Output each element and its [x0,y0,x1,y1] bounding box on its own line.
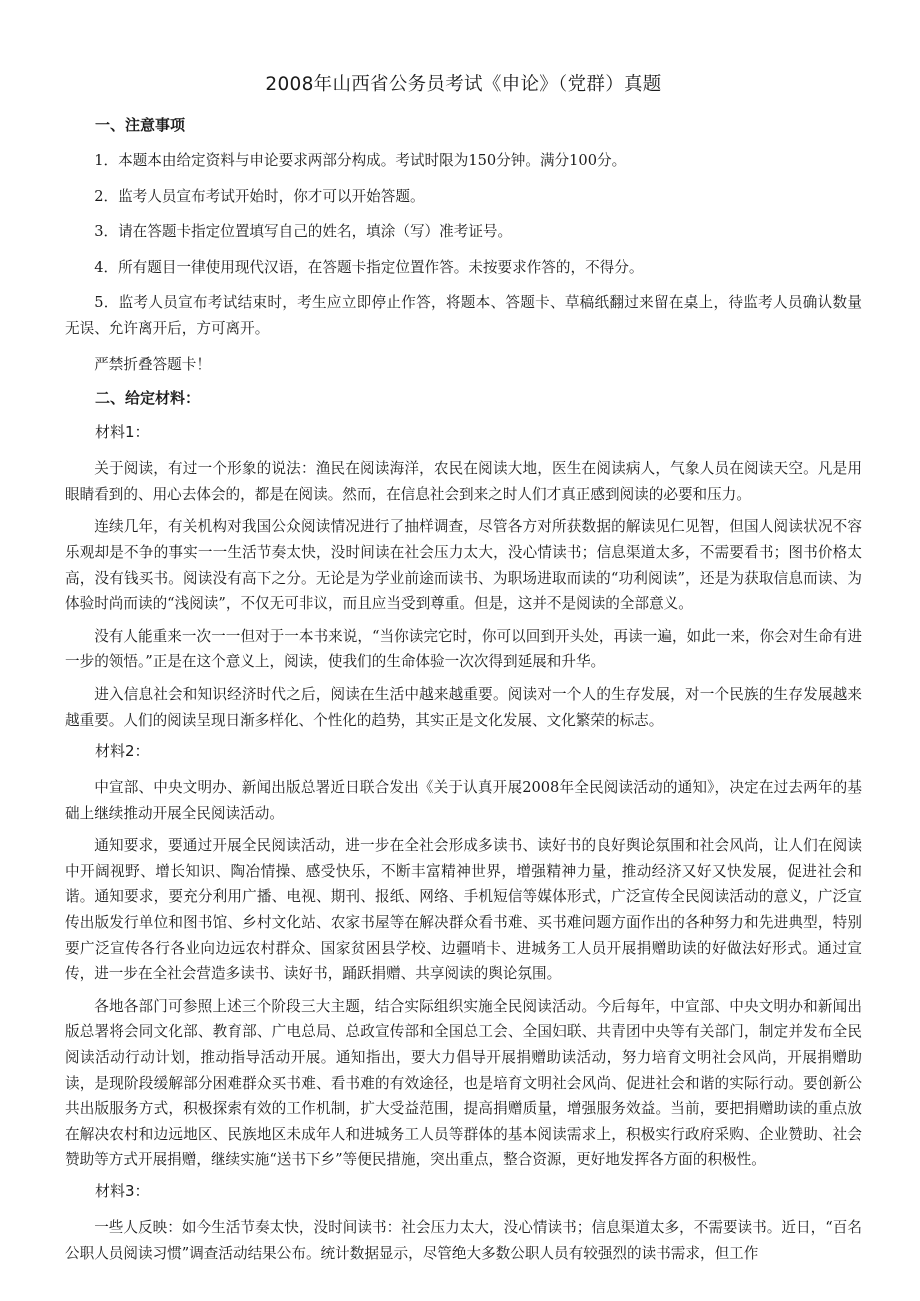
material-2-paragraph: 通知要求，要通过开展全民阅读活动，进一步在全社会形成多读书、读好书的良好舆论氛围和社会风尚，让人们在阅读中开阔视野、增长知识、陶冶情操、感受快乐，不断丰富精神世界，增强精神力量，推动经济又好又快发展，促进社会和谐。通知要求，要充分利用广播、电视、期刊、报纸、网络、手机短信等媒体形式，广泛宣传全民阅读活动的意义，广泛宣传出版发行单位和图书馆、乡村文化站、农家书屋等在解决群众看书难、买书难问题方面作出的各种努力和先进典型，特别要广泛宣传各行各业向边远农村群众、国家贫困县学校、边疆哨卡、进城务工人员开展捐赠助读的好做法好形式。通过宣传，进一步在全社会营造多读书、读好书，踊跃捐赠、共享阅读的舆论氛围。 [65,837,862,983]
material-2-paragraph: 各地各部门可参照上述三个阶段三大主题，结合实际组织实施全民阅读活动。今后每年，中宣部、中央文明办和新闻出版总署将会同文化部、教育部、广电总局、总政宣传部和全国总工会、全国妇联、共青团中央等有关部门，制定并发布全民阅读活动行动计划，推动指导活动开展。通知指出，要大力倡导开展捐赠助读活动，努力培育文明社会风尚，开展捐赠助读，是现阶段缓解部分困难群众买书难、看书难的有效途径，也是培育文明社会风尚、促进社会和谐的实际行动。要创新公共出版服务方式，积极探索有效的工作机制，扩大受益范围，提高捐赠质量，增强服务效益。当前，要把捐赠助读的重点放在解决农村和边远地区、民族地区未成年人和进城务工人员等群体的基本阅读需求上，积极实行政府采购、企业赞助、社会赞助等方式开展捐赠，继续实施“送书下乡”等便民措施，突出重点，整合资源，更好地发挥各方面的积极性。 [65,997,862,1169]
material-3-paragraph: 一些人反映：如今生活节奏太快，没时间读书：社会压力太大，没心情读书；信息渠道太多，不需要读书。近日，“百名公职人员阅读习惯”调查活动结果公布。统计数据显示，尽管绝大多数公职人员有较强烈的读书需求，但工作 [65,1219,862,1262]
material-1-paragraph: 关于阅读，有过一个形象的说法：渔民在阅读海洋，农民在阅读大地，医生在阅读病人，气象人员在阅读天空。凡是用眼睛看到的、用心去体会的，都是在阅读。然而，在信息社会到来之时人们才真正感到阅读的必要和压力。 [65,460,862,503]
document-title: 2008年山西省公务员考试《申论》（党群）真题 [265,74,662,95]
notice-item-5: 5．监考人员宣布考试结束时，考生应立即停止作答，将题本、答题卡、草稿纸翻过来留在桌上，待监考人员确认数量无误、允许离开后，方可离开。 [65,294,862,337]
notice-item-2: 2．监考人员宣布考试开始时，你才可以开始答题。 [94,187,425,205]
material-1-paragraph: 进入信息社会和知识经济时代之后，阅读在生活中越来越重要。阅读对一个人的生存发展，对一个民族的生存发展越来越重要。人们的阅读呈现日渐多样化、个性化的趋势，其实正是文化发展、文化繁荣的标志。 [65,685,862,729]
materials-heading: 二、给定材料： [95,389,201,408]
material-2-paragraph: 中宣部、中央文明办、新闻出版总署近日联合发出《关于认真开展2008年全民阅读活动的通知》，决定在过去两年的基础上继续推动开展全民阅读活动。 [65,779,862,822]
material-1-label: 材料1： [95,423,150,442]
material-3-label: 材料3： [95,1182,150,1200]
material-2-label: 材料2： [95,742,150,761]
notice-item-3: 3．请在答题卡指定位置填写自己的姓名，填涂（写）准考证号。 [94,223,513,241]
notice-heading: 一、注意事项 [95,116,186,134]
material-1-paragraph: 没有人能重来一次一一但对于一本书来说，“当你读完它时，你可以回到开头处，再读一遍，如此一来，你会对生命有进一步的领悟。”正是在这个意义上，阅读，使我们的生命体验一次次得到延展和升华。 [65,627,862,671]
notice-item-1: 1．本题本由给定资料与申论要求两部分构成。考试时限为150分钟。满分100分。 [94,152,627,169]
material-1-paragraph: 连续几年，有关机构对我国公众阅读情况进行了抽样调查，尽管各方对所获数据的解读见仁见智，但国人阅读状况不容乐观却是不争的事实一一生活节奏太快，没时间读在社会压力太大，没心情读书；信息渠道太多，不需要看书；图书价格太高，没有钱买书。阅读没有高下之分。无论是为学业前途而读书、为职场进取而读的“功利阅读”，还是为获取信息而读、为体验时尚而读的“浅阅读”，不仅无可非议，而且应当受到尊重。但是，这并不是阅读的全部意义。 [65,518,862,613]
notice-item-4: 4．所有题目一律使用现代汉语，在答题卡指定位置作答。未按要求作答的，不得分。 [94,258,644,276]
warning-text: 严禁折叠答题卡！ [94,355,211,373]
